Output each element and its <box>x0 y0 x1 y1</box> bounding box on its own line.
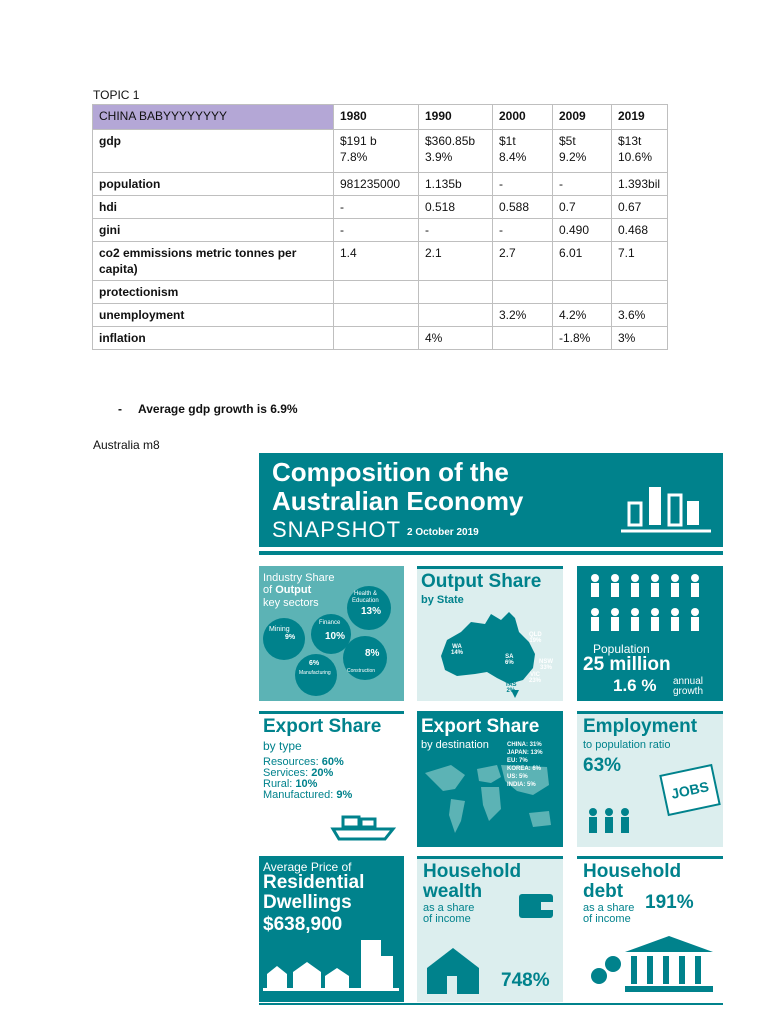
table-row <box>93 281 668 304</box>
economy-infographic <box>259 453 723 1005</box>
table-cell: $360.85b 3.9% <box>419 130 493 173</box>
destination-list: CHINA: 31% JAPAN: 13% EU: 7% KOREA: 6% US: 5% INDIA: 5% <box>507 742 543 788</box>
export-type-list <box>263 757 352 801</box>
export-type-subtitle: by type <box>263 739 302 753</box>
table-row <box>93 242 668 281</box>
finance-bubble: Finance 10% <box>311 614 351 654</box>
wealth-title-2: wealth <box>423 881 483 902</box>
row-label: gdp <box>93 130 334 173</box>
table-cell <box>493 327 553 350</box>
table-cell: - <box>334 219 419 242</box>
export-type-title: Export Share <box>263 716 382 737</box>
snapshot-date: 2 October 2019 <box>407 527 479 538</box>
table-row <box>93 130 668 173</box>
debt-title-1: Household <box>583 861 682 882</box>
export-destination-title: Export Share <box>421 716 540 737</box>
bar-chart-icon <box>619 481 715 535</box>
table-cell: 4% <box>419 327 493 350</box>
bullet-text: Average gdp growth is 6.9% <box>138 402 298 416</box>
table-row <box>93 304 668 327</box>
health-education-bubble: Health & Education 13% <box>347 586 391 630</box>
table-cell <box>419 281 493 304</box>
table-cell: 0.518 <box>419 196 493 219</box>
population-label: Population <box>593 642 650 656</box>
table-cell: 1.135b <box>419 173 493 196</box>
table-cell <box>493 281 553 304</box>
mining-bubble: Mining 9% <box>263 618 305 660</box>
output-share-title: Output Share <box>421 571 542 592</box>
industry-subtitle-2: key sectors <box>263 597 319 609</box>
header-divider <box>259 551 723 555</box>
export-destination-panel <box>417 711 563 847</box>
table-cell: $13t 10.6% <box>612 130 668 173</box>
year-header: 2019 <box>612 105 668 130</box>
table-cell: 0.67 <box>612 196 668 219</box>
houses-skyline-icon <box>263 936 399 992</box>
export-destination-subtitle: by destination <box>421 739 489 751</box>
table-row <box>93 327 668 350</box>
table-cell <box>612 281 668 304</box>
debt-value: 191% <box>645 892 694 913</box>
table-cell: 1.4 <box>334 242 419 281</box>
bullet-item: - Average gdp growth is 6.9% <box>118 402 298 416</box>
table-cell <box>334 281 419 304</box>
export-type-panel <box>259 711 404 847</box>
table-cell: 4.2% <box>553 304 612 327</box>
table-cell: - <box>553 173 612 196</box>
construction-bubble: 8% Construction <box>343 636 387 680</box>
dwellings-panel <box>259 856 404 1002</box>
table-cell: 0.588 <box>493 196 553 219</box>
infographic-title-line1: Composition of the <box>272 457 509 487</box>
table-cell: 2.1 <box>419 242 493 281</box>
wallet-icon <box>517 886 557 922</box>
table-cell: 2.7 <box>493 242 553 281</box>
employment-value: 63% <box>583 755 622 776</box>
bank-icon <box>585 934 715 996</box>
table-cell <box>334 327 419 350</box>
label-nsw: NSW 33% <box>539 659 553 671</box>
row-label: co2 emmissions metric tonnes per capita) <box>93 242 334 281</box>
table-header-row <box>93 105 668 130</box>
population-value: 25 million <box>583 654 671 675</box>
household-wealth-panel <box>417 856 563 1002</box>
export-resources: Resources: 60% <box>263 756 344 768</box>
topic-heading: TOPIC 1 <box>93 88 140 102</box>
panel-top-rule <box>577 856 723 859</box>
population-growth-label: annual growth <box>673 676 704 697</box>
table-cell: 3.2% <box>493 304 553 327</box>
table-row <box>93 219 668 242</box>
industry-share-panel <box>259 566 404 701</box>
row-label: protectionism <box>93 281 334 304</box>
workers-icon <box>585 807 641 837</box>
infographic-title-line2: Australian Economy <box>272 486 524 516</box>
industry-title: Industry Share <box>263 572 335 584</box>
people-icon <box>587 572 715 642</box>
label-vic: VIC 23% <box>529 672 542 684</box>
table-row <box>93 196 668 219</box>
ship-icon <box>327 809 399 843</box>
panel-top-rule <box>417 856 563 859</box>
output-share-subtitle: by State <box>421 594 464 606</box>
population-panel <box>577 566 723 701</box>
table-cell: 0.7 <box>553 196 612 219</box>
table-cell: 3.6% <box>612 304 668 327</box>
table-cell: 0.490 <box>553 219 612 242</box>
wealth-subtitle: as a share of income <box>423 902 475 925</box>
table-cell: - <box>493 173 553 196</box>
household-debt-panel <box>577 856 723 1002</box>
table-title-cell: CHINA BABYYYYYYYY <box>93 105 334 130</box>
row-label: population <box>93 173 334 196</box>
panel-top-rule <box>577 711 723 714</box>
dwellings-line2: Residential <box>263 872 365 893</box>
employment-panel <box>577 711 723 847</box>
table-cell: $5t 9.2% <box>553 130 612 173</box>
label-tas: TAS 2% <box>505 682 517 694</box>
row-label: unemployment <box>93 304 334 327</box>
jobs-sign-icon: JOBS <box>659 764 721 816</box>
table-cell: 1.393bil <box>612 173 668 196</box>
snapshot-label: SNAPSHOT <box>272 517 402 542</box>
dwellings-line3: Dwellings <box>263 892 352 913</box>
debt-subtitle: as a share of income <box>583 902 635 925</box>
row-label: inflation <box>93 327 334 350</box>
panel-top-rule <box>259 711 404 714</box>
table-cell: -1.8% <box>553 327 612 350</box>
label-wa: WA 14% <box>451 644 464 656</box>
table-cell: $191 b 7.8% <box>334 130 419 173</box>
year-header: 2009 <box>553 105 612 130</box>
export-services: Services: 20% <box>263 767 334 779</box>
china-data-table <box>92 104 668 350</box>
dwellings-value: $638,900 <box>263 914 343 935</box>
manufacturing-bubble: 6% Manufacturing <box>295 654 337 696</box>
employment-title: Employment <box>583 716 698 737</box>
house-icon <box>423 944 493 996</box>
dwellings-line1: Average Price of <box>263 860 352 874</box>
employment-subtitle: to population ratio <box>583 739 671 751</box>
year-header: 2000 <box>493 105 553 130</box>
row-label: hdi <box>93 196 334 219</box>
table-cell: - <box>493 219 553 242</box>
industry-subtitle: of Output <box>263 584 312 596</box>
table-cell: $1t 8.4% <box>493 130 553 173</box>
panel-top-rule <box>417 566 563 569</box>
table-cell: - <box>334 196 419 219</box>
infographic-header <box>259 453 723 547</box>
table-cell: 6.01 <box>553 242 612 281</box>
debt-title-2: debt <box>583 881 624 902</box>
table-cell <box>419 304 493 327</box>
label-qld: QLD 19% <box>529 632 542 644</box>
population-growth-value: 1.6 % <box>613 676 657 695</box>
export-manufactured: Manufactured: 9% <box>263 789 353 801</box>
table-cell <box>553 281 612 304</box>
australia-heading: Australia m8 <box>93 438 160 452</box>
table-row <box>93 173 668 196</box>
footer-rule <box>259 1003 723 1005</box>
wealth-value: 748% <box>501 970 550 991</box>
row-label: gini <box>93 219 334 242</box>
table-cell: 0.468 <box>612 219 668 242</box>
year-header: 1980 <box>334 105 419 130</box>
wealth-title-1: Household <box>423 861 522 882</box>
table-cell: 3% <box>612 327 668 350</box>
year-header: 1990 <box>419 105 493 130</box>
label-sa: SA 6% <box>505 654 514 666</box>
table-cell: - <box>419 219 493 242</box>
table-cell <box>334 304 419 327</box>
table-cell: 981235000 <box>334 173 419 196</box>
export-rural: Rural: 10% <box>263 778 318 790</box>
output-state-panel <box>417 566 563 701</box>
table-cell: 7.1 <box>612 242 668 281</box>
